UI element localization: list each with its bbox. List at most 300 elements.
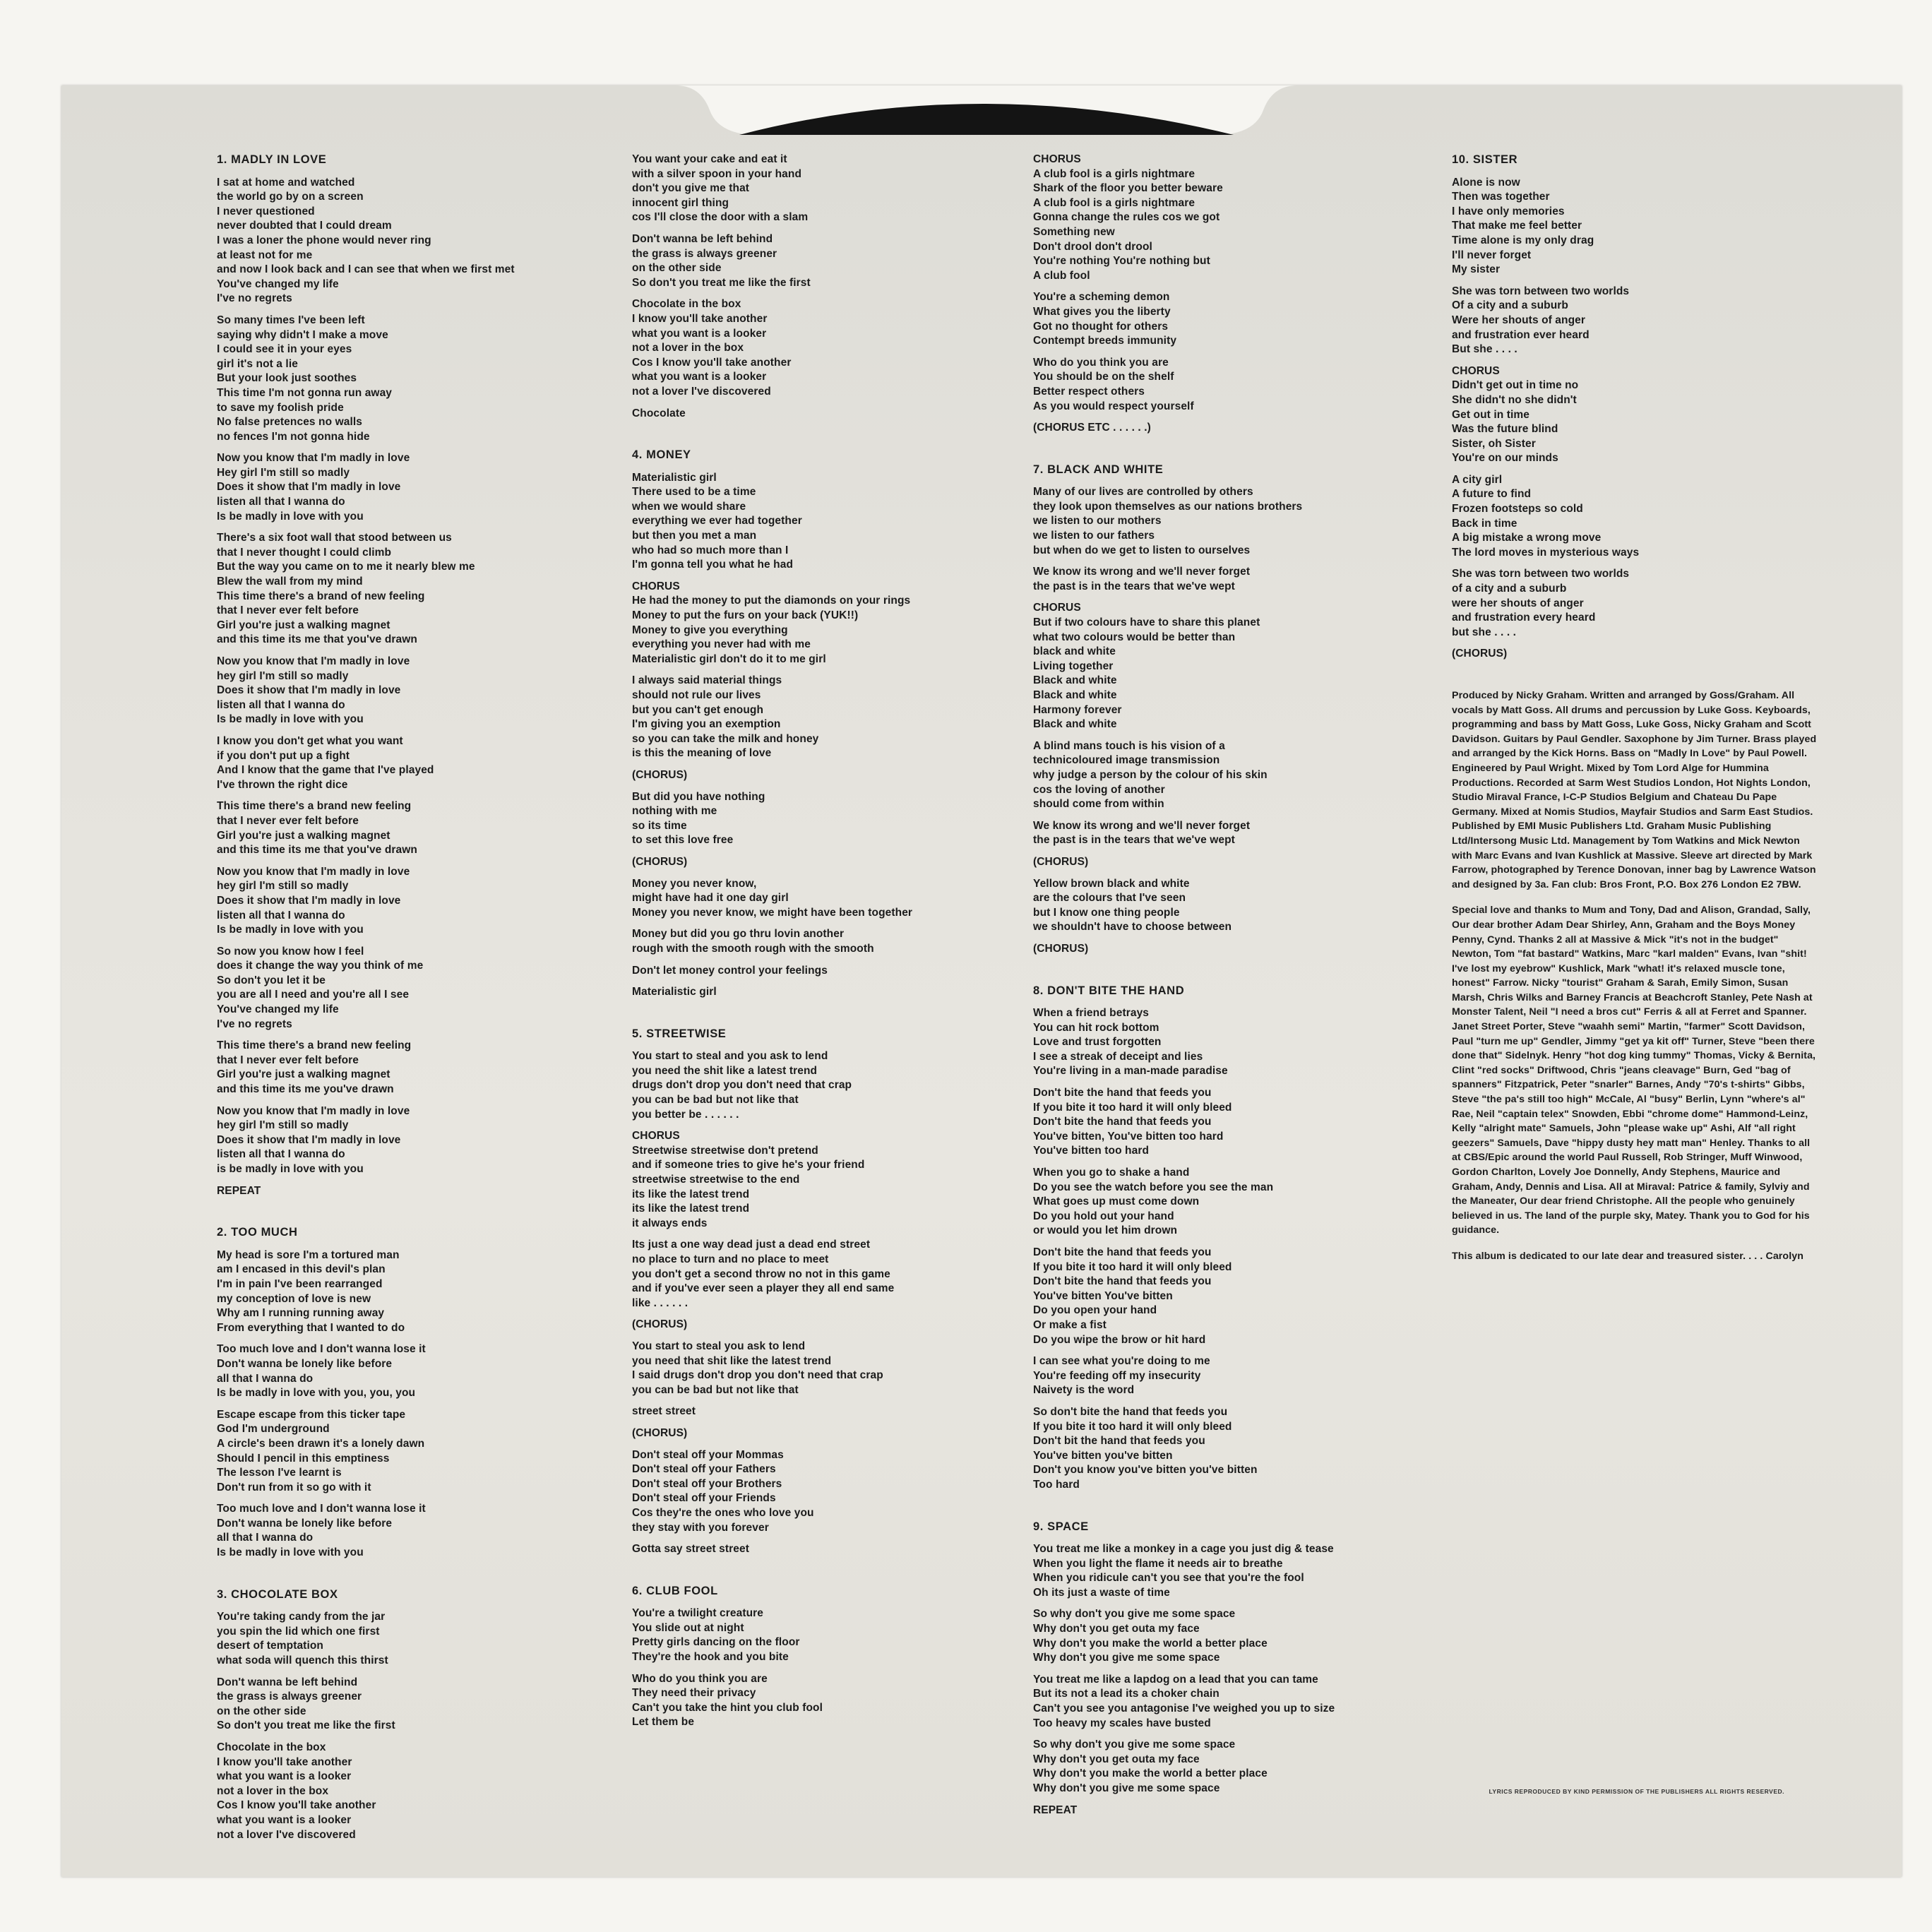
verse (217, 1502, 683, 1560)
verse (1033, 1803, 1471, 1818)
lyric-line: When you light the flame it needs air to breathe (1033, 1557, 1283, 1570)
lyric-line: who had so much more than I (632, 544, 789, 556)
lyric-line: Can't you take the hint you club fool (632, 1701, 823, 1714)
song-block (632, 153, 1098, 421)
lyric-line: should come from within (1033, 798, 1164, 811)
lyric-line: So don't you let it be (217, 974, 326, 986)
verse (1033, 877, 1471, 935)
lyric-line: like . . . . . . (632, 1296, 688, 1309)
lyric-line: that I never ever felt before (217, 814, 359, 827)
lyric-line: We know its wrong and we'll never forget (1033, 566, 1251, 578)
lyric-line: Now you know that I'm madly in love (217, 865, 410, 878)
lyric-line: Girl you're just a walking magnet (217, 1068, 390, 1081)
lyric-line: it always ends (632, 1217, 708, 1229)
verse (1452, 473, 1819, 561)
lyric-line: Don't wanna be left behind (632, 232, 773, 245)
lyric-line: to set this love free (632, 834, 734, 847)
lyric-line: You want your cake and eat it (632, 153, 787, 165)
lyric-line: You're a scheming demon (1033, 291, 1170, 304)
lyric-line: So don't bite the hand that feeds you (1033, 1405, 1228, 1418)
verse (1033, 1354, 1471, 1398)
song-title: 8. DON'T BITE THE HAND (1033, 984, 1185, 997)
lyric-line: cos I'll close the door with a slam (632, 211, 809, 224)
verse (632, 1129, 1098, 1231)
verse (1033, 1405, 1471, 1493)
verse (632, 1542, 1098, 1557)
lyric-line: So many times I've been left (217, 314, 365, 326)
lyric-line: I know you'll take another (632, 312, 768, 325)
verse (632, 964, 1098, 979)
inner-sleeve (61, 85, 1902, 1877)
lyric-line: listen all that I wanna do (217, 909, 345, 922)
lyric-line: I see a streak of deceipt and lies (1033, 1050, 1203, 1063)
lyric-line: CHORUS (632, 580, 680, 592)
verse (632, 674, 1098, 761)
lyric-line: Chocolate in the box (632, 298, 741, 311)
lyric-line: Is be madly in love with you (217, 924, 364, 936)
lyric-line: So now you know how I feel (217, 945, 364, 958)
lyric-line: I always said material things (632, 674, 782, 687)
lyric-line: No false pretences no walls (217, 416, 362, 429)
lyric-line: REPEAT (217, 1184, 261, 1197)
lyric-line: Black and white (1033, 689, 1117, 701)
lyric-line: Gotta say street street (632, 1543, 749, 1556)
lyric-line: and if someone tries to give he's your friend (632, 1159, 865, 1171)
lyric-line: Does it show that I'm madly in love (217, 684, 401, 697)
lyric-line: when we would share (632, 500, 746, 513)
lyric-line: (CHORUS) (632, 1426, 688, 1439)
song-title: 7. BLACK AND WHITE (1033, 463, 1164, 476)
lyric-line: is be madly in love with you (217, 1163, 364, 1175)
lyric-line: Contempt breeds immunity (1033, 335, 1177, 347)
verse (632, 1340, 1098, 1397)
lyric-line: the past is in the tears that we've wept (1033, 834, 1235, 847)
lyric-line: A club fool is a girls nightmare (1033, 167, 1195, 180)
verse (217, 1104, 683, 1177)
lyric-line: Of a city and a suburb (1452, 299, 1568, 312)
lyric-line: Do you see the watch before you see the man (1033, 1181, 1274, 1193)
lyric-line: and this time its me you've drawn (217, 1083, 394, 1096)
lyric-line: rough with the smooth rough with the smooth (632, 942, 874, 955)
lyric-line: saying why didn't I make a move (217, 328, 388, 341)
lyric-line: the world go by on a screen (217, 191, 364, 203)
lyric-line: Don't wanna be left behind (217, 1676, 358, 1688)
song-block (1033, 463, 1471, 957)
verse (632, 877, 1098, 921)
lyric-line: not a lover in the box (632, 342, 744, 354)
lyric-line: But the way you came on to me it nearly blew me (217, 561, 475, 573)
lyric-line: Too heavy my scales have busted (1033, 1717, 1211, 1729)
lyric-line: you don't get a second throw no not in this game (632, 1268, 890, 1280)
lyric-line: You've bitten, You've bitten too hard (1033, 1130, 1224, 1143)
lyric-line: Didn't get out in time no (1452, 379, 1579, 392)
verse (1033, 1166, 1471, 1239)
verse (217, 1039, 683, 1097)
lyric-line: I'll never forget (1452, 249, 1532, 261)
verse (632, 855, 1098, 870)
lyric-line: Is be madly in love with you, you, you (217, 1387, 416, 1400)
credits-paragraph: Special love and thanks to Mum and Tony, Dad and Alison, Grandad, Sally, Our dear brother Adam Dear Shirley, Ann, Graham and the Boys Money Penny, Cynd. Thanks 2 all at Massive & Mick "it's not in the budget" Newton, Tom "fat bastard" Watkins, Marc "karl malden" Evans, Ivan "shit! I've lost my eyebrow" Kushlick, Mark "what! it's relaxed muscle tone, honest" Farrow. Nicky "tourist" Graham & Sarah, Emily Simon, Susan Marsh, Chris Wilks and Barney Francis at Beachcroft Stanley, Pete Nash at Monster Talent, Neil "I need a bros cut" Ferris & all at Ferret and Spanner. Janet Street Porter, Steve "waahh semi" Martin, "farmer" Scott Davidson, Paul "turn me up" Gendler, Jimmy "get ya kit off" Turner, Steve "been there done that" Sidelnyk. Henry "hot dog king tummy" Thomas, Vicky & Bernita, Clint "red socks" Driftwood, Chris "jeans cleavage" Burn, Ged "bag of spanners" Fitzpatrick, Peter "snarler" Barnes, Andy "70's t-shirts" Gibbs, Steve "the pa's still too high" McCale, Al "busy" Berlin, Lynn "where's al" Rae, Neil "captain telex" Snowden, Ebbi "chrome dome" Hammond-Leinz, Kelly "alright mate" Samuels, John "please wake up" Ashi, Alf "all right geezers" Samuels, Dave "hippy dusty hey matt man" Henley. Thanks to all at CBS/Epic around the world Paul Russell, Rob Stringer, Muff Winwood, Gordon Charlton, Lovely Joe Donnelly, Andy Stephens, Maurice and Graham, Andy, Dennis and Lisa. All at Miraval: Patrice & family, Sylviy and the Maneater, Our dear friend Christophe. All the people who genuinely believed in us. The land of the purple sky, Matey. Thank you to God for his guidance. (1452, 905, 1816, 1236)
lyric-line: so its time (632, 819, 687, 832)
lyric-line: I've thrown the right dice (217, 778, 348, 791)
lyric-line: Who do you think you are (632, 1672, 768, 1685)
lyric-line: Don't wanna be lonely like before (217, 1357, 393, 1370)
lyric-line: Oh its just a waste of time (1033, 1586, 1170, 1599)
lyric-line: Something new (1033, 225, 1115, 238)
verse (1033, 942, 1471, 957)
lyric-line: cos the loving of another (1033, 783, 1165, 796)
lyric-line: Can't you see you antagonise I've weighed you up to size (1033, 1703, 1335, 1715)
lyric-line: not a lover I've discovered (217, 1828, 356, 1841)
lyric-line: Now you know that I'm madly in love (217, 1104, 410, 1117)
lyric-line: If you bite it too hard it will only bleed (1033, 1101, 1232, 1114)
lyric-line: A big mistake a wrong move (1452, 532, 1602, 544)
lyric-line: Chocolate (632, 407, 686, 419)
lyric-line: on the other side (217, 1705, 306, 1717)
lyric-line: hey girl I'm still so madly (217, 1119, 349, 1132)
verse (632, 407, 1098, 422)
lyric-line: they stay with you forever (632, 1521, 769, 1534)
credits-paragraph: Produced by Nicky Graham. Written and arranged by Goss/Graham. All vocals by Matt Goss. All drums and percussion by Luke Goss. Keyboards, programming and bass by Matt Goss, Luke Goss, Nicky Graham and Scott Davidson. Guitars by Paul Gendler. Saxophone by Jim Turner. Brass played and arranged by the Kick Horns. Bass on "Madly In Love" by Paul Powell. Engineered by Paul Wright. Mixed by Tom Lord Alge for Hummina Productions. Recorded at Sarm West Studios London, Hot Nights London, Studio Miraval France, I-C-P Studios Belgium and Chateau Du Pape Germany. Mixed at Nomis Studios, Mayfair Studios and Sarm East Studios. Published by EMI Music Publishers Ltd. Graham Music Publishing Ltd/Intersong Music Ltd. Management by Tom Watkins and Mick Newton with Marc Evans and Ivan Kushlick at Massive. Sleeve art directed by Mark Farrow, photographed by Terence Donovan, inner bag by Lawrence Watson and designed by 3a. Fan club: Bros Front, P.O. Box 276 London E2 7BW. (1452, 690, 1817, 890)
verse (632, 297, 1098, 399)
lyric-line: are the colours that I've seen (1033, 892, 1186, 905)
lyric-line: never doubted that I could dream (217, 220, 392, 232)
verse (1033, 356, 1471, 414)
lyric-line: Is be madly in love with you (217, 1546, 364, 1559)
lyric-line: Too much love and I don't wanna lose it (217, 1503, 426, 1515)
verse (1033, 485, 1471, 558)
song-block (217, 1225, 683, 1560)
lyric-line: You're taking candy from the jar (217, 1611, 386, 1623)
lyric-line: But your look just soothes (217, 372, 357, 385)
lyric-line: There's a six foot wall that stood between us (217, 532, 452, 544)
lyric-line: CHORUS (632, 1130, 680, 1143)
lyric-line: Cos I know you'll take another (632, 356, 792, 369)
lyrics-column-1 (217, 153, 683, 1869)
lyric-line: So why don't you give me some space (1033, 1608, 1236, 1621)
verse (1033, 1246, 1471, 1347)
lyric-line: I could see it in your eyes (217, 343, 352, 356)
verse (217, 314, 683, 444)
lyric-line: Do you wipe the brow or hit hard (1033, 1333, 1206, 1346)
lyric-line: He had the money to put the diamonds on your rings (632, 595, 911, 607)
lyric-line: But its not a lead its a choker chain (1033, 1688, 1220, 1700)
lyric-line: should not rule our lives (632, 689, 761, 701)
lyric-line: all that I wanna do (217, 1532, 314, 1544)
lyric-line: listen all that I wanna do (217, 496, 345, 508)
lyric-line: but she . . . . (1452, 626, 1517, 638)
lyric-line: Streetwise streetwise don't pretend (632, 1144, 818, 1157)
lyric-line: Don't wanna be lonely like before (217, 1517, 393, 1530)
lyric-line: Don't you know you've bitten you've bitten (1033, 1464, 1258, 1477)
lyric-line: Now you know that I'm madly in love (217, 655, 410, 667)
lyric-line: Does it show that I'm madly in love (217, 894, 401, 907)
verse (632, 790, 1098, 848)
lyric-line: When you ridicule can't you see that you're the fool (1033, 1572, 1304, 1585)
lyric-line: From everything that I wanted to do (217, 1321, 405, 1334)
lyric-line: A blind mans touch is his vision of a (1033, 739, 1225, 752)
verse (1033, 601, 1471, 732)
lyric-line: CHORUS (1033, 602, 1081, 614)
lyric-line: Better respect others (1033, 385, 1145, 398)
lyric-line: I know you'll take another (217, 1755, 352, 1768)
lyric-line: I never questioned (217, 205, 315, 217)
verse (632, 1238, 1098, 1311)
lyric-line: Don't run from it so go with it (217, 1481, 371, 1493)
verse (1033, 565, 1471, 594)
lyric-line: Sister, oh Sister (1452, 437, 1536, 450)
lyric-line: Pretty girls dancing on the floor (632, 1636, 800, 1649)
lyric-line: that I never ever felt before (217, 1054, 359, 1066)
lyric-line: Cos I know you'll take another (217, 1799, 376, 1812)
lyric-line: The lord moves in mysterious ways (1452, 546, 1640, 559)
lyric-line: and now I look back and I can see that when we first met (217, 263, 515, 276)
lyric-line: don't you give me that (632, 182, 750, 195)
lyric-line: Love and trust forgotten (1033, 1036, 1162, 1049)
lyric-line: Why don't you give me some space (1033, 1652, 1220, 1664)
verse (632, 1405, 1098, 1419)
lyric-line: You slide out at night (632, 1621, 744, 1634)
lyric-line: Don't let money control your feelings (632, 964, 828, 977)
lyric-line: You're on our minds (1452, 452, 1558, 465)
lyric-line: so you can take the milk and honey (632, 732, 819, 745)
lyric-line: hey girl I'm still so madly (217, 669, 349, 682)
lyric-line: listen all that I wanna do (217, 1148, 345, 1161)
lyric-line: not a lover in the box (217, 1784, 329, 1797)
lyric-line: but then you met a man (632, 530, 757, 542)
lyric-line: Why don't you give me some space (1033, 1782, 1220, 1794)
lyric-line: My head is sore I'm a tortured man (217, 1248, 400, 1261)
lyric-line: And I know that the game that I've played (217, 764, 434, 777)
lyric-line: of a city and a suburb (1452, 583, 1567, 595)
song-title: 6. CLUB FOOL (632, 1584, 718, 1597)
lyric-line: Blew the wall from my mind (217, 576, 363, 588)
lyric-line: I was a loner the phone would never ring (217, 234, 431, 246)
lyric-line: You treat me like a monkey in a cage you just dig & tease (1033, 1543, 1334, 1556)
lyric-line: Don't steal off your Fathers (632, 1463, 776, 1476)
lyric-line: As you would respect yourself (1033, 400, 1194, 412)
lyric-line: But did you have nothing (632, 790, 765, 803)
lyric-line: We know its wrong and we'll never forget (1033, 819, 1251, 832)
lyric-line: You're living in a man-made paradise (1033, 1065, 1228, 1078)
lyric-line: Is be madly in love with you (217, 713, 364, 726)
verse (632, 471, 1098, 573)
lyric-line: My sister (1452, 263, 1501, 276)
lyric-line: (CHORUS) (1033, 855, 1089, 868)
lyric-line: So don't you treat me like the first (632, 276, 811, 289)
verse (632, 153, 1098, 225)
credits-paragraph: This album is dedicated to our late dear and treasured sister. . . . Carolyn (1452, 1250, 1803, 1262)
lyric-line: Does it show that I'm madly in love (217, 1133, 401, 1146)
lyric-line: Naivety is the word (1033, 1384, 1135, 1397)
lyric-line: and this time its me that you've drawn (217, 633, 417, 646)
lyric-line: Escape escape from this ticker tape (217, 1408, 406, 1421)
lyric-line: Chocolate in the box (217, 1741, 326, 1753)
verse (217, 176, 683, 306)
lyric-line: CHORUS (1033, 153, 1081, 165)
lyric-line: When you go to shake a hand (1033, 1167, 1190, 1179)
lyric-line: Got no thought for others (1033, 320, 1169, 333)
lyric-line: or would you let him drown (1033, 1224, 1178, 1237)
lyric-line: Don't bite the hand that feeds you (1033, 1246, 1212, 1258)
lyric-line: I've no regrets (217, 1018, 292, 1030)
lyric-line: You're nothing You're nothing but (1033, 255, 1210, 268)
lyric-line: You start to steal you ask to lend (632, 1340, 806, 1352)
lyric-line: You've bitten you've bitten (1033, 1449, 1173, 1462)
song-block (1033, 1520, 1471, 1818)
lyric-line: does it change the way you think of me (217, 960, 424, 972)
lyric-line: Time alone is my only drag (1452, 234, 1594, 246)
verse (1033, 1738, 1471, 1796)
lyric-line: but you can't get enough (632, 703, 764, 716)
lyric-line: You've changed my life (217, 1003, 339, 1016)
lyric-line: hey girl I'm still so madly (217, 880, 349, 893)
lyric-line: Materialistic girl (632, 986, 717, 998)
verse (217, 655, 683, 727)
lyric-line: what you want is a looker (217, 1813, 352, 1826)
lyric-line: What goes up must come down (1033, 1195, 1200, 1208)
lyric-line: I said drugs don't drop you don't need that crap (632, 1369, 883, 1382)
lyric-line: you can be bad but not like that (632, 1094, 799, 1107)
lyric-line: no place to turn and no place to meet (632, 1253, 829, 1265)
lyric-line: I'm giving you an exemption (632, 718, 781, 731)
song-block (1452, 153, 1819, 662)
lyric-line: and frustration ever heard (1452, 328, 1590, 341)
lyric-line: is this the meaning of love (632, 747, 772, 760)
credits-block (1452, 688, 1819, 1264)
lyric-line: the grass is always greener (632, 247, 777, 260)
lyric-line: that I never ever felt before (217, 604, 359, 617)
verse (1033, 1542, 1471, 1600)
lyric-line: (CHORUS) (1033, 942, 1089, 955)
verse (632, 927, 1098, 956)
verse (217, 1676, 683, 1734)
lyric-line: Money to put the furs on your back (YUK!!) (632, 609, 859, 622)
lyric-line: Hey girl I'm still so madly (217, 466, 350, 479)
lyric-line: Do you open your hand (1033, 1304, 1157, 1317)
lyric-line: They need their privacy (632, 1687, 756, 1700)
lyric-line: Black and white (1033, 718, 1117, 731)
lyric-line: Don't steal off your Mommas (632, 1448, 784, 1461)
lyric-line: Money but did you go thru lovin another (632, 928, 845, 941)
lyric-line: the past is in the tears that we've wept (1033, 580, 1235, 592)
song-title: 10. SISTER (1452, 153, 1518, 166)
lyric-line: Girl you're just a walking magnet (217, 829, 390, 842)
lyric-line: Cos they're the ones who love you (632, 1506, 814, 1519)
lyric-line: Don't steal off your Brothers (632, 1477, 782, 1490)
song-block (632, 448, 1098, 1000)
lyric-line: Then was together (1452, 191, 1550, 203)
lyric-line: listen all that I wanna do (217, 698, 345, 711)
lyric-line: what soda will quench this thirst (217, 1654, 388, 1667)
lyric-line: Don't drool don't drool (1033, 240, 1152, 253)
lyric-line: Why don't you get outa my face (1033, 1623, 1200, 1635)
lyric-line: Materialistic girl (632, 471, 717, 484)
lyric-line: no fences I'm not gonna hide (217, 430, 370, 443)
song-title: 4. MONEY (632, 448, 691, 462)
verse (1452, 567, 1819, 640)
lyric-line: innocent girl thing (632, 196, 729, 209)
lyric-line: am I encased in this devil's plan (217, 1263, 386, 1276)
lyric-line: Too much love and I don't wanna lose it (217, 1343, 426, 1356)
lyric-line: There used to be a time (632, 486, 756, 499)
lyric-line: So why don't you give me some space (1033, 1739, 1236, 1751)
lyric-line: That make me feel better (1452, 220, 1582, 232)
lyrics-column-2 (632, 153, 1098, 1757)
verse (217, 799, 683, 857)
verse (632, 768, 1098, 783)
lyric-line: what two colours would be better than (1033, 631, 1236, 643)
lyric-line: and frustration every heard (1452, 612, 1596, 624)
song-title: 9. SPACE (1033, 1520, 1089, 1533)
lyric-line: Living together (1033, 660, 1114, 672)
lyric-line: God I'm underground (217, 1423, 330, 1436)
lyric-line: Too hard (1033, 1478, 1080, 1491)
lyric-line: street street (632, 1405, 696, 1418)
lyric-line: we listen to our mothers (1033, 515, 1162, 527)
lyric-line: Money you never know, (632, 877, 757, 890)
lyric-line: Or make a fist (1033, 1318, 1107, 1331)
verse (217, 1408, 683, 1496)
lyric-line: REPEAT (1033, 1803, 1078, 1816)
lyric-line: So don't you treat me like the first (217, 1719, 395, 1732)
lyric-line: This time there's a brand of new feeling (217, 590, 425, 602)
lyric-line: Frozen footsteps so cold (1452, 503, 1583, 515)
lyric-line: (CHORUS) (632, 1318, 688, 1331)
lyric-line: What gives you the liberty (1033, 305, 1171, 318)
song-title: 1. MADLY IN LOVE (217, 153, 327, 166)
verse (1033, 819, 1471, 848)
lyric-line: She was torn between two worlds (1452, 285, 1630, 297)
lyric-line: Was the future blind (1452, 423, 1558, 436)
lyric-line: Shark of the floor you better beware (1033, 182, 1223, 195)
lyric-line: Girl you're just a walking magnet (217, 619, 390, 631)
verse (1452, 176, 1819, 278)
verse (1452, 647, 1819, 662)
lyric-line: You can hit rock bottom (1033, 1021, 1159, 1034)
verse (217, 451, 683, 524)
lyric-line: with a silver spoon in your hand (632, 167, 802, 180)
lyric-line: You've bitten too hard (1033, 1145, 1150, 1157)
lyric-line: Don't bite the hand that feeds you (1033, 1087, 1212, 1099)
lyric-line: but I know one thing people (1033, 906, 1180, 919)
lyric-line: If you bite it too hard it will only bleed (1033, 1260, 1232, 1273)
lyric-line: You should be on the shelf (1033, 371, 1174, 383)
lyric-line: I'm gonna tell you what he had (632, 559, 794, 571)
lyric-line: (CHORUS) (1452, 648, 1508, 660)
lyric-line: Don't bite the hand that feeds you (1033, 1116, 1212, 1128)
lyric-line: they look upon themselves as our nations brothers (1033, 500, 1303, 513)
verse (1033, 1006, 1471, 1079)
lyric-line: Is be madly in love with you (217, 510, 364, 523)
lyric-line: Who do you think you are (1033, 356, 1169, 369)
verse (1452, 364, 1819, 466)
song-block (217, 1587, 683, 1843)
verse (632, 1672, 1098, 1730)
lyric-line: I can see what you're doing to me (1033, 1355, 1210, 1368)
lyric-line: its like the latest trend (632, 1188, 750, 1200)
verse (217, 734, 683, 792)
lyric-line: we listen to our fathers (1033, 530, 1155, 542)
lyric-line: Were her shouts of anger (1452, 314, 1586, 326)
lyric-line: This time there's a brand new feeling (217, 1039, 412, 1052)
lyric-line: Back in time (1452, 517, 1517, 530)
lyric-line: if you don't put up a fight (217, 749, 350, 762)
lyric-line: A city girl (1452, 473, 1503, 486)
lyric-line: you are all I need and you're all I see (217, 989, 410, 1001)
lyric-line: I've no regrets (217, 292, 292, 305)
lyric-line: the grass is always greener (217, 1690, 362, 1703)
